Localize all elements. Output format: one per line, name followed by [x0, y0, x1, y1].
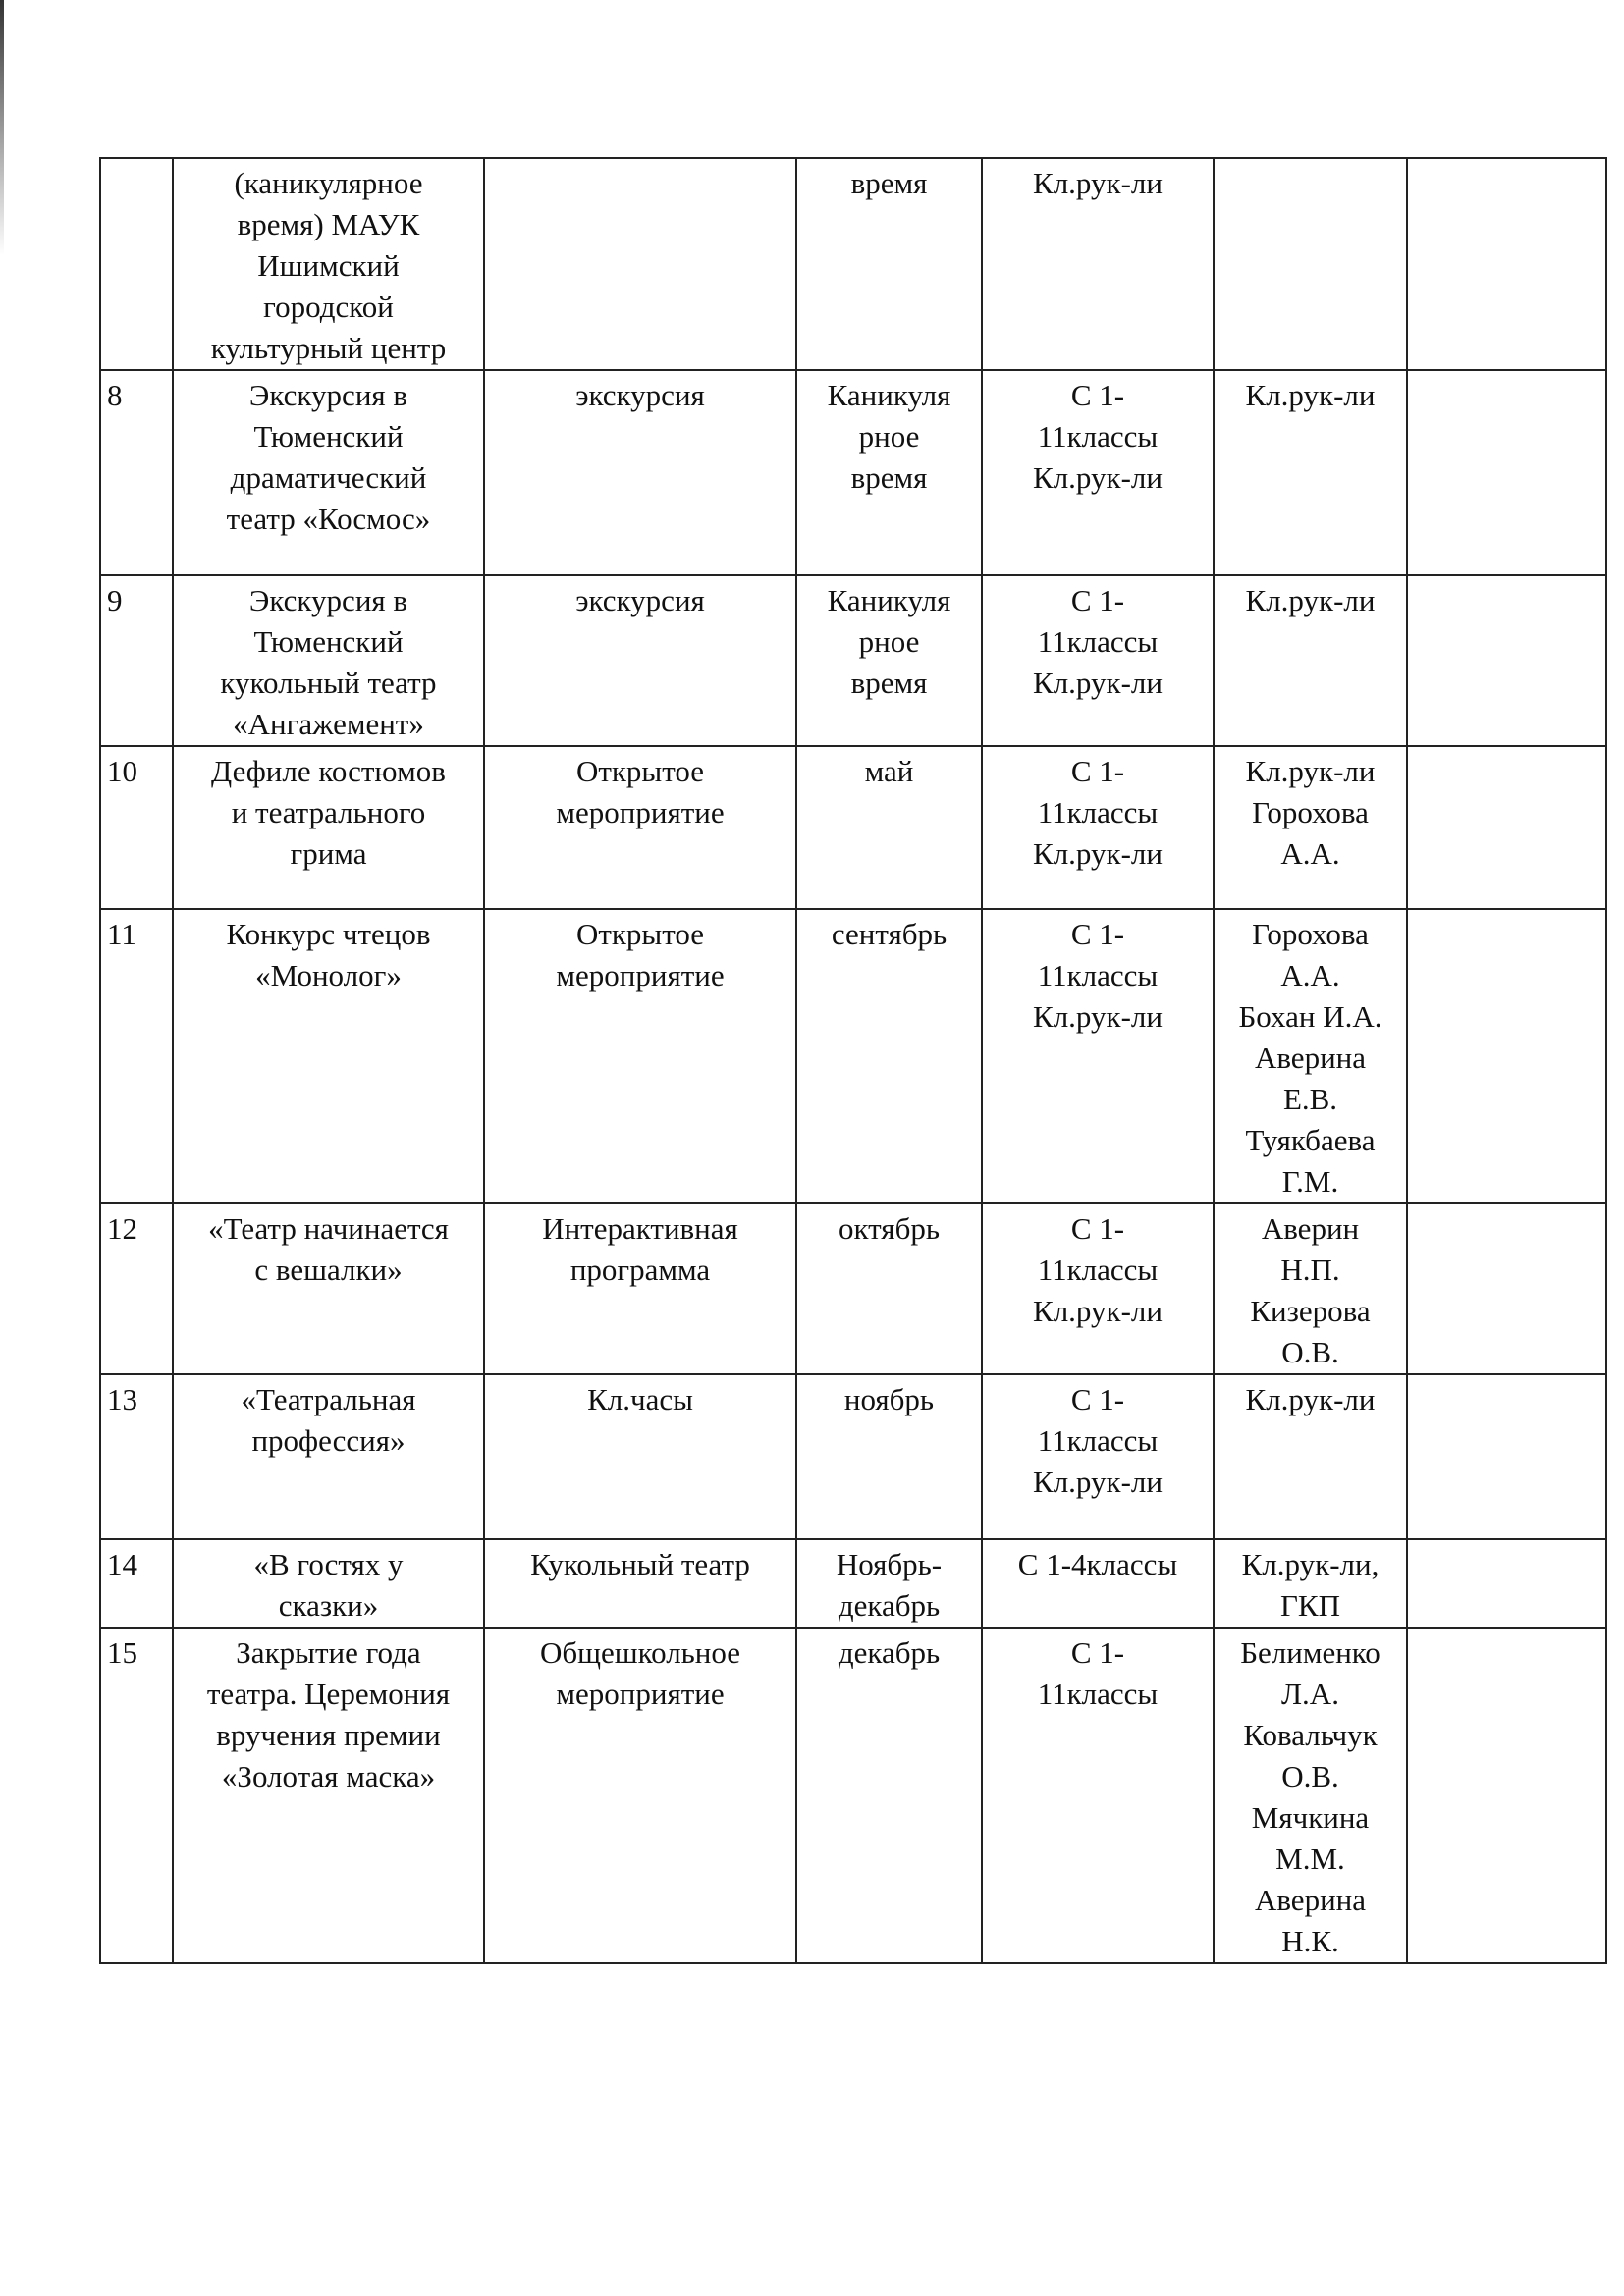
cell-responsible — [1214, 158, 1407, 370]
cell-participants: С 1- 11классы Кл.рук-ли — [982, 1203, 1214, 1374]
cell-participants: С 1- 11классы Кл.рук-ли — [982, 909, 1214, 1203]
cell-responsible: Кл.рук-ли — [1214, 1374, 1407, 1539]
table-row — [100, 746, 1606, 909]
cell-form — [484, 158, 796, 370]
cell-num: 11 — [100, 909, 173, 1203]
cell-participants: С 1- 11классы Кл.рук-ли — [982, 746, 1214, 909]
cell-form: экскурсия — [484, 370, 796, 575]
cell-num: 12 — [100, 1203, 173, 1374]
cell-participants: С 1- 11классы Кл.рук-ли — [982, 1374, 1214, 1539]
scan-edge — [0, 0, 4, 255]
cell-name: Закрытие года театра. Церемония вручения премии «Золотая маска» — [173, 1628, 484, 1963]
cell-responsible: Кл.рук-ли Горохова А.А. — [1214, 746, 1407, 909]
cell-date: Ноябрь- декабрь — [796, 1539, 982, 1628]
cell-participants: С 1- 11классы Кл.рук-ли — [982, 370, 1214, 575]
cell-date: сентябрь — [796, 909, 982, 1203]
table-row — [100, 370, 1606, 575]
cell-name: «В гостях у сказки» — [173, 1539, 484, 1628]
cell-responsible: Белименко Л.А. Ковальчук О.В. Мячкина М.М. Аверина Н.К. — [1214, 1628, 1407, 1963]
table-row — [100, 1203, 1606, 1374]
cell-name: Конкурс чтецов «Монолог» — [173, 909, 484, 1203]
cell-participants: С 1-4классы — [982, 1539, 1214, 1628]
cell-responsible: Кл.рук-ли — [1214, 370, 1407, 575]
events-table — [99, 157, 1607, 1964]
cell-notes — [1407, 1628, 1606, 1963]
cell-form: экскурсия — [484, 575, 796, 746]
cell-date: время — [796, 158, 982, 370]
cell-date: Каникуля рное время — [796, 370, 982, 575]
cell-name: Экскурсия в Тюменский драматический театр «Космос» — [173, 370, 484, 575]
cell-num — [100, 158, 173, 370]
cell-responsible: Горохова А.А. Бохан И.А. Аверина Е.В. Туякбаева Г.М. — [1214, 909, 1407, 1203]
cell-notes — [1407, 1539, 1606, 1628]
cell-num: 10 — [100, 746, 173, 909]
cell-num: 8 — [100, 370, 173, 575]
cell-participants: С 1- 11классы — [982, 1628, 1214, 1963]
cell-notes — [1407, 746, 1606, 909]
table-row — [100, 1374, 1606, 1539]
cell-name: Экскурсия в Тюменский кукольный театр «Ангажемент» — [173, 575, 484, 746]
cell-name: «Театральная профессия» — [173, 1374, 484, 1539]
table-row — [100, 158, 1606, 370]
events-table-body — [100, 158, 1606, 1963]
cell-notes — [1407, 909, 1606, 1203]
cell-date: декабрь — [796, 1628, 982, 1963]
cell-participants: С 1- 11классы Кл.рук-ли — [982, 575, 1214, 746]
cell-name: Дефиле костюмов и театрального грима — [173, 746, 484, 909]
cell-date: Каникуля рное время — [796, 575, 982, 746]
cell-date: октябрь — [796, 1203, 982, 1374]
cell-num: 14 — [100, 1539, 173, 1628]
cell-form: Кукольный театр — [484, 1539, 796, 1628]
table-row — [100, 1539, 1606, 1628]
cell-date: май — [796, 746, 982, 909]
cell-form: Кл.часы — [484, 1374, 796, 1539]
cell-form: Общешкольное мероприятие — [484, 1628, 796, 1963]
cell-notes — [1407, 370, 1606, 575]
cell-responsible: Кл.рук-ли, ГКП — [1214, 1539, 1407, 1628]
table-row — [100, 909, 1606, 1203]
table-row — [100, 1628, 1606, 1963]
cell-notes — [1407, 575, 1606, 746]
cell-num: 13 — [100, 1374, 173, 1539]
cell-num: 9 — [100, 575, 173, 746]
cell-notes — [1407, 158, 1606, 370]
cell-name: (каникулярное время) МАУК Ишимский городской культурный центр — [173, 158, 484, 370]
cell-form: Открытое мероприятие — [484, 909, 796, 1203]
cell-notes — [1407, 1203, 1606, 1374]
cell-date: ноябрь — [796, 1374, 982, 1539]
cell-participants: Кл.рук-ли — [982, 158, 1214, 370]
cell-name: «Театр начинается с вешалки» — [173, 1203, 484, 1374]
cell-num: 15 — [100, 1628, 173, 1963]
table-row — [100, 575, 1606, 746]
cell-form: Открытое мероприятие — [484, 746, 796, 909]
cell-responsible: Кл.рук-ли — [1214, 575, 1407, 746]
cell-responsible: Аверин Н.П. Кизерова О.В. — [1214, 1203, 1407, 1374]
cell-form: Интерактивная программа — [484, 1203, 796, 1374]
cell-notes — [1407, 1374, 1606, 1539]
